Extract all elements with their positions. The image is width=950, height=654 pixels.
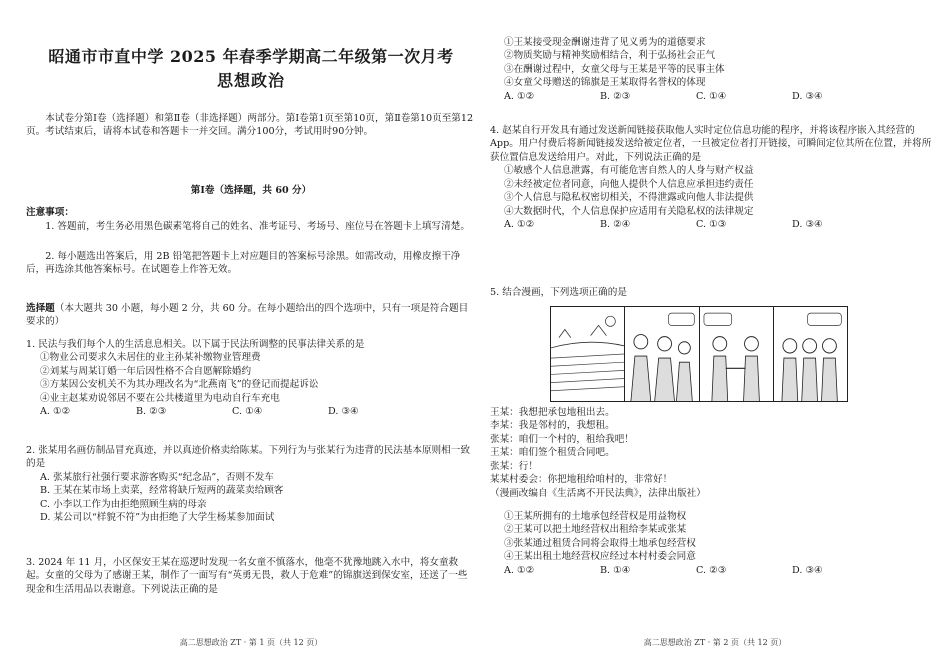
choice-b[interactable]: B. ②③ xyxy=(136,406,167,418)
choice-b[interactable]: B. ②④ xyxy=(600,218,631,230)
question-3-options xyxy=(490,36,940,103)
question-5-stem: 5. 结合漫画，下列选项正确的是 xyxy=(490,287,627,298)
choice-d[interactable]: D. ③④ xyxy=(792,564,823,576)
statement: ①王某所拥有的土地承包经营权是用益物权 xyxy=(504,511,687,522)
people-illustration xyxy=(625,307,698,401)
statement: ①敏感个人信息泄露，有可能危害自然人的人身与财产权益 xyxy=(504,165,754,177)
comic-panel-2 xyxy=(625,307,699,401)
comic-panel-4 xyxy=(774,307,847,401)
answer-choices xyxy=(490,90,940,103)
answer-choices xyxy=(26,405,476,418)
statement: ④业主赵某劝说邻居不要在公共楼道里为电动自行车充电 xyxy=(40,392,280,404)
question-3 xyxy=(26,556,476,596)
exam-title: 昭通市市直中学 2025 年春季学期高二年级第一次月考 xyxy=(48,47,454,66)
question-4 xyxy=(490,124,940,231)
exam-subject: 思想政治 xyxy=(216,71,285,90)
dialog-line: 某某村委会：你把地租给咱村的，非常好！ xyxy=(490,474,673,486)
statement: ①王某接受现金酬谢违背了见义勇为的道德要求 xyxy=(504,37,706,48)
choice-d[interactable]: D. ③④ xyxy=(792,90,823,102)
choice-a[interactable]: A. 张某旅行社强行要求游客购买“纪念品”，否则不发车 xyxy=(40,471,274,483)
statement: ①物业公司要求久未居住的业主孙某补缴物业管理费 xyxy=(40,352,261,364)
choice-c[interactable]: C. ①③ xyxy=(696,218,727,230)
choice-b[interactable]: B. ①④ xyxy=(600,564,631,576)
page-footer-right: 高二思想政治 ZT · 第 2 页（共 12 页） xyxy=(643,637,787,647)
choice-b[interactable]: B. 王某在某市场上卖菜，经常将缺斤短两的蔬菜卖给顾客 xyxy=(40,485,284,497)
question-1 xyxy=(26,338,476,419)
statement: ④女童父母赠送的锦旗是王某取得名誉权的体现 xyxy=(504,77,706,89)
dialog-line: 张某：行！ xyxy=(490,460,538,472)
page-right xyxy=(490,0,940,654)
note-item: 2. 每小题选出答案后，用 2B 铅笔把答题卡上对应题目的答案标号涂黑。如需改动，用橡皮擦干净后，再选涂其他答案标号。在试题卷上作答无效。 xyxy=(26,251,461,276)
choice-c[interactable]: C. 小李以工作为由拒绝照顾生病的母亲 xyxy=(40,498,207,510)
handshake-illustration xyxy=(700,307,773,401)
dialog-line: 王某：咱们签个租赁合同吧。 xyxy=(490,447,615,459)
statement: ③在酬谢过程中，女童父母与王某是平等的民事主体 xyxy=(504,63,725,75)
statement: ④大数据时代，个人信息保护应适用有关隐私权的法律规定 xyxy=(504,205,754,217)
question-2 xyxy=(26,444,476,525)
comic-panel-3 xyxy=(700,307,774,401)
choice-a[interactable]: A. ①② xyxy=(504,218,535,230)
dialog-line: 李某：我是邻村的，我想租。 xyxy=(490,420,615,432)
choice-c[interactable]: C. ①④ xyxy=(696,90,727,102)
choice-b[interactable]: B. ②③ xyxy=(600,90,631,102)
village-committee-illustration xyxy=(774,307,847,401)
question-5-options xyxy=(490,510,940,577)
question-stem: 2. 张某用名画仿制品冒充真迹，并以真迹价格卖给陈某。下列行为与张某行为违背的民法基本原则相一致的是 xyxy=(26,445,470,470)
answer-choices xyxy=(490,218,940,231)
intro-text: 本试卷分第Ⅰ卷（选择题）和第Ⅱ卷（非选择题）两部分。第Ⅰ卷第1页至第10页，第Ⅱ卷第10页至第12页。考试结束后，请将本试卷和答题卡一并交回。满分100分，考试用时90分钟。 xyxy=(26,113,474,138)
choice-d[interactable]: D. ③④ xyxy=(328,406,359,418)
statement: ②刘某与周某订婚一年后因性格不合自愿解除婚约 xyxy=(40,365,252,377)
comic-strip xyxy=(550,306,848,402)
comic-dialog xyxy=(490,406,940,500)
notes-heading: 注意事项： xyxy=(26,207,74,218)
answer-choices xyxy=(490,564,940,577)
comic-panel-1 xyxy=(551,307,625,401)
question-stem: 4. 赵某自行开发具有通过发送新闻链接获取他人实时定位信息功能的程序，并将该程序嵌入其经营的 App。用户付费后将新闻链接发送给被定位者，一旦被定位者打开链接，可瞬间定位其所在位置，并将所获位置信息发送给用户。对此，下列说法正确的是 xyxy=(490,125,932,163)
page-left xyxy=(26,0,476,654)
choice-c[interactable]: C. ①④ xyxy=(232,406,263,418)
page-footer-left: 高二思想政治 ZT · 第 1 页（共 12 页） xyxy=(179,637,323,647)
mc-intro xyxy=(26,302,476,329)
comic-source: （漫画改编自《生活离不开民法典》，法律出版社） xyxy=(490,487,706,499)
statement: ②物质奖励与精神奖励相结合，利于弘扬社会正气 xyxy=(504,50,716,62)
statement: ③个人信息与隐私权密切相关，不得泄露或向他人非法提供 xyxy=(504,192,754,204)
choice-d[interactable]: D. ③④ xyxy=(792,218,823,230)
question-stem: 3. 2024 年 11 月，小区保安王某在巡逻时发现一名女童不慎落水，他毫不犹豫地跳入水中，将女童救起。女童的父母为了感谢王某，制作了一面写有“英勇无畏，救人于危难”的锦旗送到保安室，还送了一些现金和生活用品以表谢意。下列说法正确的是 xyxy=(26,557,468,595)
choice-c[interactable]: C. ②③ xyxy=(696,564,727,576)
choice-a[interactable]: A. ①② xyxy=(40,406,71,418)
statement: ④王某出租土地经营权应经过本村村委会同意 xyxy=(504,551,696,563)
statement: ②未经被定位者同意，向他人提供个人信息应承担违约责任 xyxy=(504,178,754,190)
statement: ③方某因公安机关不为其办理改名为“北燕南飞”的登记而提起诉讼 xyxy=(40,379,319,391)
choice-a[interactable]: A. ①② xyxy=(504,564,535,576)
choice-d[interactable]: D. 某公司以“样貌不符”为由拒绝了大学生杨某参加面试 xyxy=(40,512,275,524)
choice-a[interactable]: A. ①② xyxy=(504,90,535,102)
field-illustration xyxy=(551,307,624,401)
statement: ②王某可以把土地经营权出租给李某或张某 xyxy=(504,524,687,536)
mc-label: 选择题 xyxy=(26,303,55,314)
mc-text: （本大题共 30 小题，每小题 2 分，共 60 分。在每小题给出的四个选项中，只有一项是符合题目要求的） xyxy=(26,303,469,328)
note-item: 1. 答题前，考生务必用黑色碳素笔将自己的姓名、准考证号、考场号、座位号在答题卡上填写清楚。 xyxy=(45,221,470,232)
dialog-line: 王某：我想把承包地租出去。 xyxy=(490,407,615,418)
section-heading: 第Ⅰ卷（选择题，共 60 分） xyxy=(190,185,312,196)
dialog-line: 张某：咱们一个村的，租给我吧！ xyxy=(490,433,634,445)
question-stem: 1. 民法与我们每个人的生活息息相关。以下属于民法所调整的民事法律关系的是 xyxy=(26,339,365,350)
statement: ③张某通过租赁合同将会取得土地承包经营权 xyxy=(504,537,696,549)
